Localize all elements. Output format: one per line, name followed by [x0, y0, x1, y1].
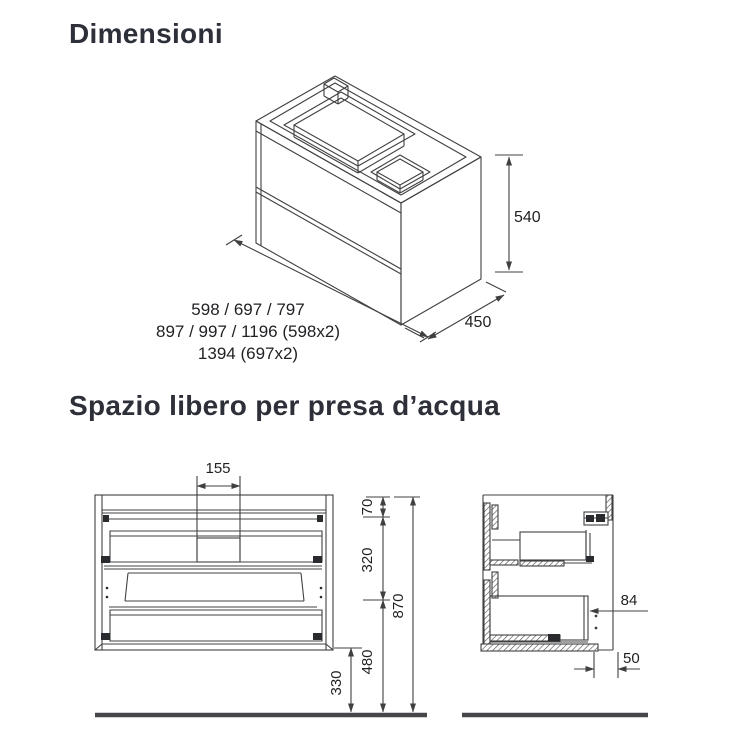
total-height-label: 870 — [390, 593, 407, 619]
width-option-line1: 598 / 697 / 797 — [191, 300, 305, 319]
front-view-dimension-chain — [334, 497, 420, 712]
bottom-offset-label: 50 — [623, 650, 640, 667]
width-option-line2: 897 / 997 / 1196 (598x2) — [156, 322, 340, 341]
cabinet-isometric-drawing — [0, 60, 735, 380]
cabinet-body — [256, 76, 481, 325]
mid-span-label: 320 — [359, 547, 376, 573]
section-title-dimensioni: Dimensioni — [69, 18, 223, 49]
top-gap-label: 70 — [359, 498, 376, 516]
hole-width-label: 155 — [205, 460, 231, 477]
back-offset-label: 84 — [620, 592, 638, 609]
front-view-hardware — [101, 515, 323, 640]
section-title-spazio: Spazio libero per presa d’acqua — [69, 390, 500, 421]
width-options — [156, 300, 340, 363]
front-view-drawing — [95, 495, 333, 650]
side-view-hardware — [548, 514, 605, 641]
width-option-line3: 1394 (697x2) — [197, 344, 299, 363]
lower-span-label: 480 — [359, 649, 376, 675]
clearance-diagrams — [0, 440, 735, 735]
height-dimension-label: 540 — [514, 209, 541, 226]
floor-clearance-label: 330 — [328, 670, 345, 696]
depth-dimension-label: 450 — [464, 314, 492, 331]
